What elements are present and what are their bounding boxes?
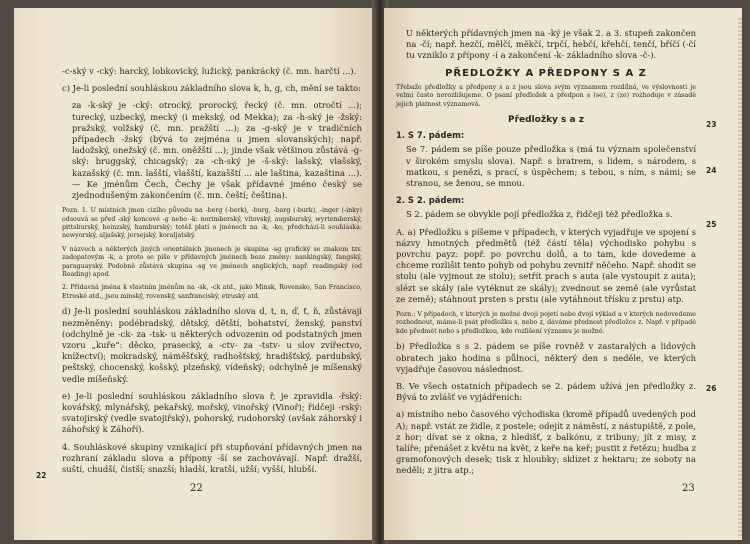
note: Pozn.: V případech, v kterých je možné dvojí pojetí nebo dvojí výklad a v kterých nedovedeme rozhodnout, máme-li psát předložku s, nebo z, dáváme přednost předložce z. Např. v případě kde předmět nebo s předložkou, kde rozlišení významu je možné. [396, 311, 696, 335]
right-page-text [396, 28, 696, 483]
section-heading: Předložky s a z [507, 115, 584, 126]
note: V názvech a některých jiných orientálních jmenech je skupina -sg grafický se znakem tzv. zadopatovým -k, a proto se píše v přídavných jménech beze změny: nankingský, fangský, paraguayský. Podobně zůstává skupina -sg ve jménech anglických, např. readingský (od Reading) apod. [62, 245, 362, 279]
left-page [14, 8, 376, 540]
note: Pozn. 1. U místních jmen cizího původu na -berg (-berk), -burg, -barg (-burk), -inger (-ínky) odsouvá se před -ský koncové -g nebo -k: norimberský, vítovský, augsburský, wyrtemberský, pittsburský, heinzský, hamburský; totéž platí o jménech na -k, -ko, předchází-li souhláska: newyorský, aljašský, jersejský, koraljatský. [62, 207, 362, 240]
section-title: 2. S 2. pádem: [396, 195, 465, 206]
chapter-heading: PŘEDLOŽKY A PŘEDPONY S A Z [445, 67, 647, 79]
left-page-text [62, 66, 362, 481]
paragraph: S 2. pádem se obvykle pojí předložka z, řidčeji též předložka s. [406, 209, 673, 220]
paragraph: Se 7. pádem se píše pouze předložka s (má tu význam společenství v širokém smyslu slova). Např. s bratrem, s lidem, s národem, s matkou, s penězi, s prací, s úspěchem; s tebou, s ním, s námi; se stranou, se ženou, se mnou. [406, 144, 696, 189]
margin-number: 22 [36, 471, 47, 480]
section-title: 1. S 7. pádem: [396, 130, 465, 141]
paragraph: B. Ve všech ostatních případech se 2. pádem užívá jen předložky z. Bývá to zvlášť ve vyjádřeních: [396, 380, 696, 403]
paragraph: a) místního nebo časového východiska (kromě případů uvedených pod A); např. vstát ze židle, z postele; odejít z náměstí, z nástupiště, z pole, z hor; dívat se z okna, z hledišť, z balkónu, z tribuny; jít z misy, z talíře; přenášet z květu na květ, z keře na keř; pustit z řetězu; hudba z gramofonových desek; tisk z hloubky; sklízet z hektaru; ze soboty na neděli; z jitra atp.; [396, 409, 696, 476]
paragraph: -c-ský v -cký: harcký, lobkovický, lužický, pankrácký (č. mn. harčtí ...). [62, 66, 357, 76]
page-number: 22 [190, 483, 203, 494]
paragraph: e) Je-li poslední souhláskou základního slova ř, je zpravidla -řský: kovářský, mlynářský, pekařský, mořský, vinořský (Vinoř); řidčeji -rský: svatojirský (vedle svatojiřský), pohorský, rudohorský (avšak záhorský i záhořský k Záhoří). [62, 390, 362, 435]
note: Třebaže předložky a předpony s a z jsou slova svým významem rozdílná, ve výslovnosti je velmi často nerozlišujeme. O psaní předložek a předpon s (se), z (ze) rozhoduje v zásadě jejich platnost významová. [396, 83, 696, 108]
paragraph: 4. Souhláskové skupiny vznikající při stupňování přídavných jmen na rozhraní základu slova a přípony -ší se zachovávají. Např. dražší, suští, chudší, čistší; snazší; hladší, kratší, užší; vyšší, hlubší. [62, 441, 362, 474]
paragraph: d) Je-li poslední souhláskou základního slova d, t, n, ď, ť, ň, zůstávají nezměněny: podébradský, dětský, dětští, bohatství, ženský, panství (odchylně je -ck- za -tsk- u některých odvozenin od podstatných jmen vzoru „kuře“: děcko, prasecký, a -ctv- za -tstv- u slov zvířectvo, knížectví); mokradský, náměšťský, radhošťský, hradišťský, pardubský, peštský, chocenský, košský, plzeňský, vídeňský; odchylně je míšenský vedle míšeňský. [62, 306, 362, 384]
paragraph: c) Je-li poslední souhláskou základního slova k, h, g, ch, mění se takto: [62, 83, 361, 94]
right-page [384, 8, 742, 540]
margin-number: 24 [706, 166, 717, 175]
note: 2. Přídavná jména k vlastním jménům na -sk, -ck atd., jako Minsk, Rovensko, San Francisco, Etruské atd., jsou minský, rovenský, sanfranciský, etruský atd. [62, 284, 362, 300]
page-edge [738, 18, 742, 538]
paragraph: za -k-ský je -cký: otrocký, prorocký, řecký (č. mn. otročtí ...); turecký, uzbecký, mecký (i mekský, od Mekka); za -h-ský je -žský: pražský, volžský (č. mn. pražští ...); za -g-ský je v tradičních případech -žský (bývá to zejména u jmen slovanských); např. ladožský, onežský (č. mn. oněžští ...); jinde však většinou zůstává -g-ský: bruggský, chicagský; za -ch-ský je -š-ský: lašský, vlašský, kazašský (č. mn. lašští, vlašští, kazašští ... ale laština, kazaština ...). — Ke jménům Čech, Čechy je však přídavné jméno český se zjednodušeným zakončením (č. mn. čeští; čeština). [72, 100, 362, 201]
paragraph: U některých přídavných jmen na -ký je však 2. a 3. stupeň zakončen na -čí; např. hezčí, mělčí, měkčí, trpčí, hebčí, křehčí, tenčí, bříčí (-čí tu vzniklo z přípony -í a zakončení -k- základního slova -č-). [406, 28, 696, 61]
margin-number: 26 [706, 384, 717, 393]
margin-number: 25 [706, 220, 717, 229]
margin-number: 23 [706, 120, 717, 129]
paragraph: b) Předložka s s 2. pádem se píše rovněž v zastaralých a lidových obratech jako hodina s půlnocí, některý den s neděle, ve kterých vyjadřuje časovou následnost. [396, 341, 696, 374]
page-number: 23 [682, 483, 695, 494]
paragraph: A. a) Předložku s píšeme v případech, v kterých vyjadřuje ve spojení s názvy hmotných předmětů (též částí těla) východisko pohybu s povrchu payz: popř. po povrchu dolů, a to tam, kde dovedeme a chceme rozlišit tento pohyb od pohybu zevnitř něčeho. Např. shodit se stolu (ale vyjmout ze stolu); setřít prach s auta (ale vystoupit z auta); slézt se skály (ale vytéknut ze skály); zvednout se země (ale vyrůstat ze země); stáhnout prsten s prstu (ale vytáhnout třísku z prstu) atp. [396, 226, 696, 304]
